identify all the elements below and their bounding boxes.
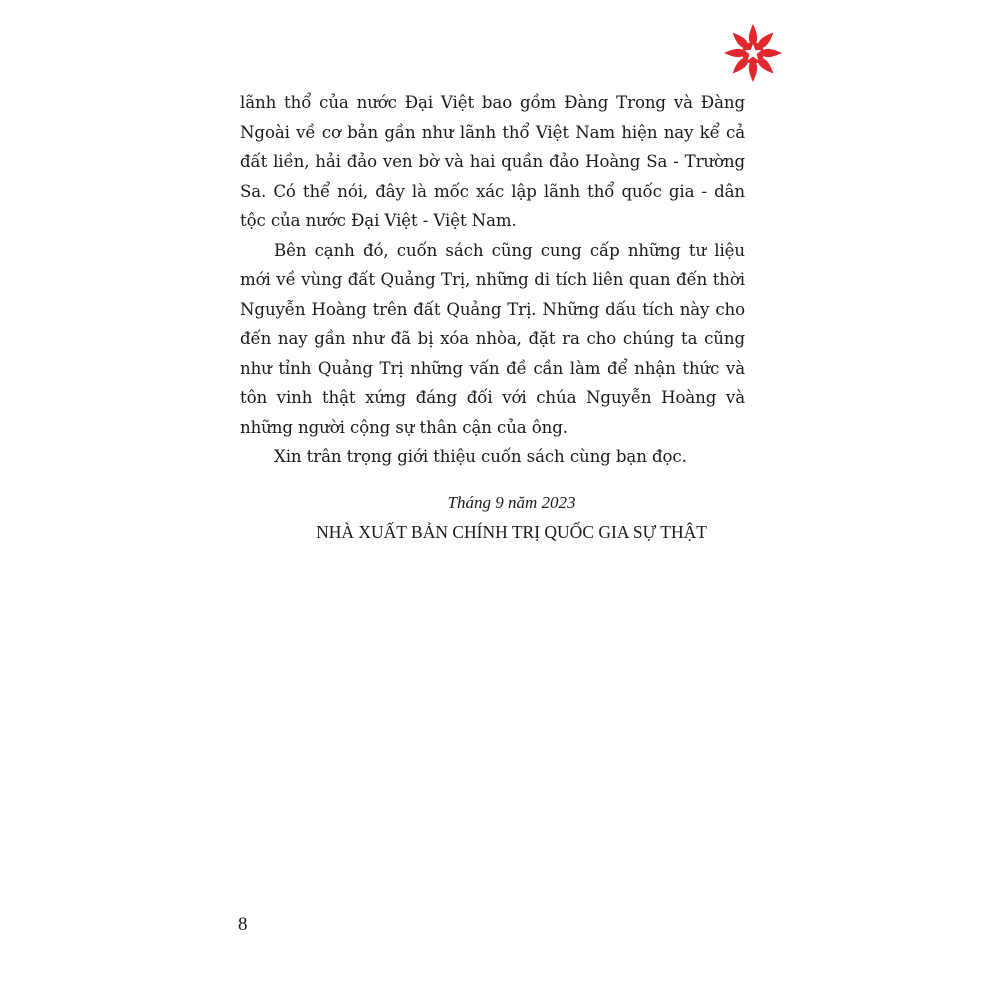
body-text — [240, 88, 745, 472]
paragraph-3: Xin trân trọng giới thiệu cuốn sách cùng bạn đọc. — [274, 447, 687, 466]
paragraph-1: lãnh thổ của nước Đại Việt bao gồm Đàng Trong và Đàng Ngoài về cơ bản gần như lãnh thổ Việt Nam hiện nay kể cả đất liền, hải đảo ven bờ và hai quần đảo Hoàng Sa - Trường Sa. Có thể nói, đây là mốc xác lập lãnh thổ quốc gia - dân tộc của nước Đại Việt - Việt Nam. — [240, 93, 745, 230]
paragraph-2: Bên cạnh đó, cuốn sách cũng cung cấp những tư liệu mới về vùng đất Quảng Trị, những di tích liên quan đến thời Nguyễn Hoàng trên đất Quảng Trị. Những dấu tích này cho đến nay gần như đã bị xóa nhòa, đặt ra cho chúng ta cũng như tỉnh Quảng Trị những vấn đề cần làm để nhận thức và tôn vinh thật xứng đáng đối với chúa Nguyễn Hoàng và những người cộng sự thân cận của ông. — [240, 240, 745, 437]
red-star-publisher-logo-icon — [722, 22, 784, 84]
page-number: 8 — [238, 914, 248, 935]
publisher-name: NHÀ XUẤT BẢN CHÍNH TRỊ QUỐC GIA SỰ THẬT — [316, 522, 707, 542]
date-line: Tháng 9 năm 2023 — [447, 493, 576, 512]
publisher-logo — [722, 22, 784, 84]
